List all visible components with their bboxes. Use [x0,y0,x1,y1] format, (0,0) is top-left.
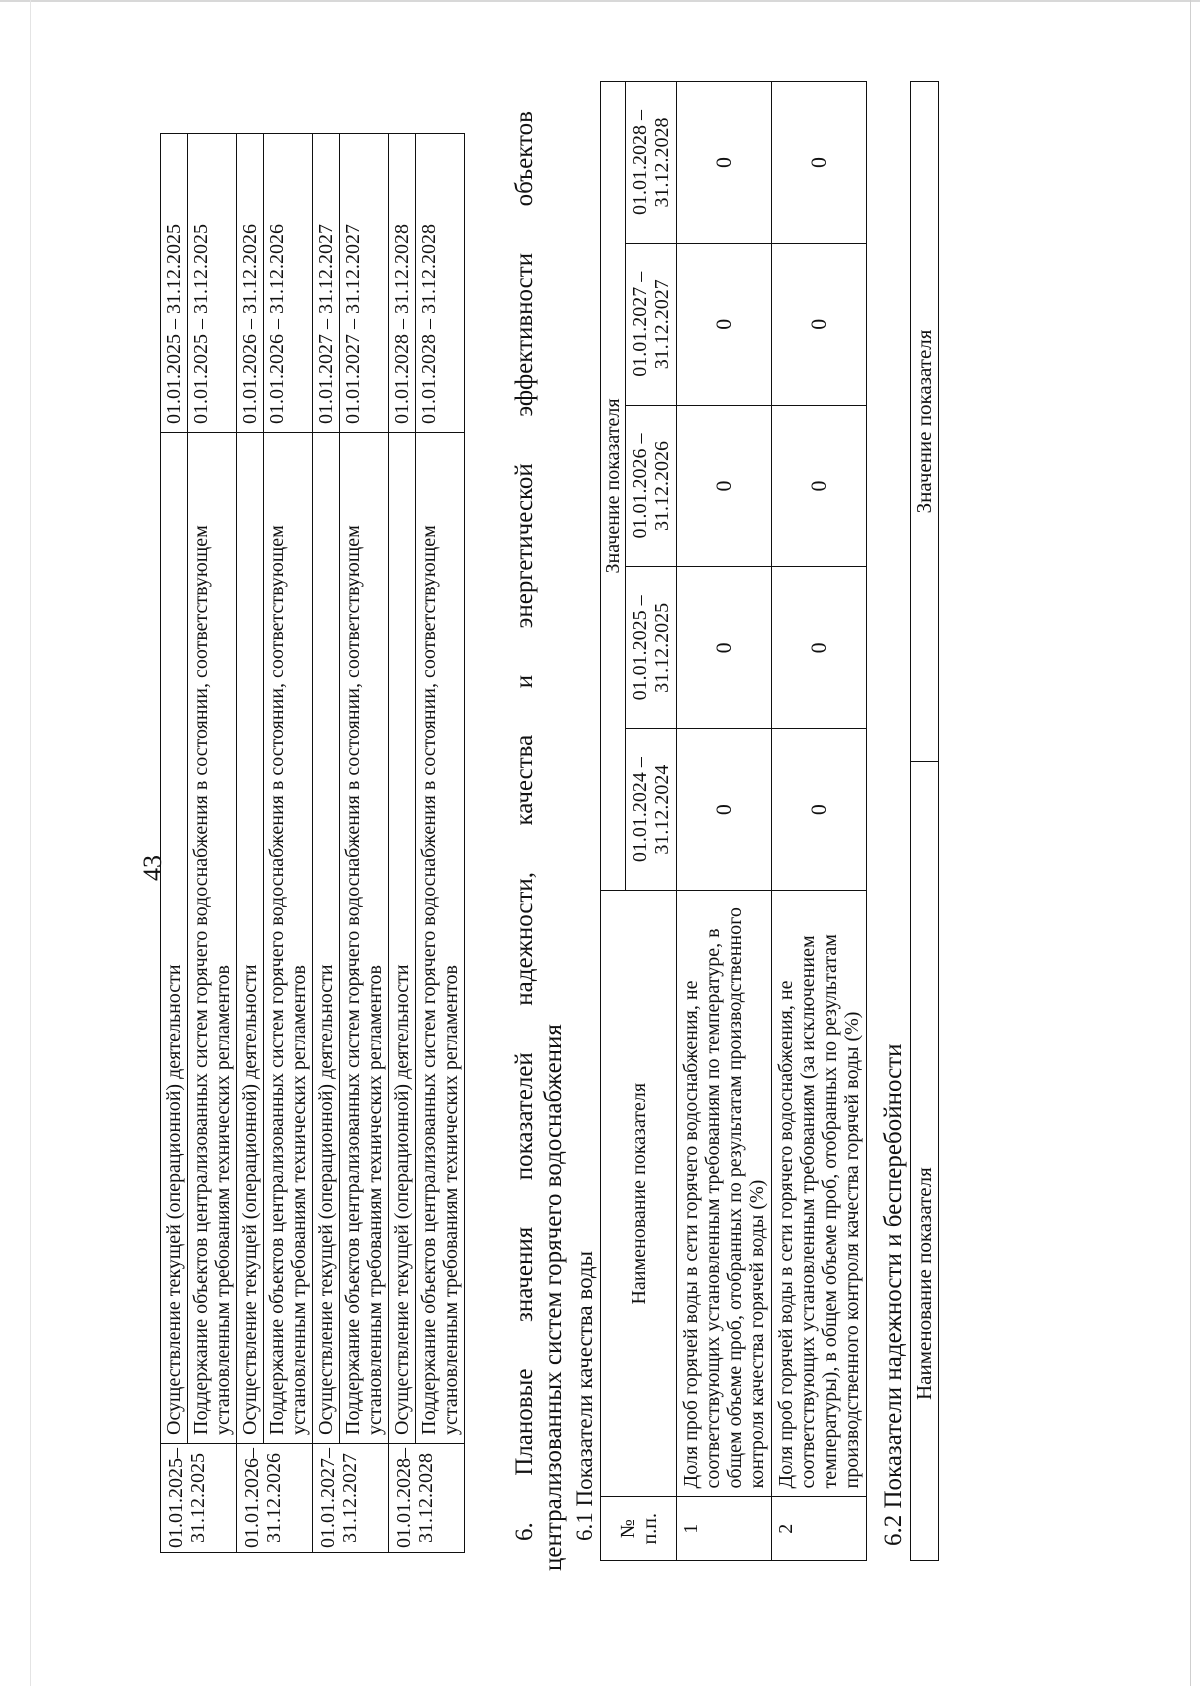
page-number: 43 [138,855,167,881]
reliability-header-row [911,82,939,1561]
work-row [313,134,340,1553]
work-row [188,134,237,1553]
indicator-value: 0 [677,729,772,891]
header-value-group: Значение показателя [911,82,939,762]
period-cell: 01.01.2025– 31.12.2025 [161,1444,237,1553]
heading-word: Плановые [511,1368,538,1476]
date-range: 01.01.2027 – 31.12.2027 [340,134,389,433]
period-header: 01.01.2026 – 31.12.2026 [626,405,677,567]
period-header: 01.01.2027 – 31.12.2027 [626,243,677,405]
date-range: 01.01.2025 – 31.12.2025 [188,134,237,433]
indicator-name: Доля проб горячей воды в сети горячего водоснабжения, не соответствующих установленным требованиям по температуре, в общем объеме проб, отобранных по результатам производственного контроля качества горячей воды (%) [677,890,772,1496]
header-value-group: Значение показателя [601,82,626,891]
work-description: Поддержание объектов централизованных систем горячего водоснабжения в состоянии, соответствующем установленным требованиям технических регламентов [188,433,237,1444]
row-number: 2 [772,1497,867,1561]
date-range: 01.01.2028 – 31.12.2028 [416,134,465,433]
row-number: 1 [677,1497,772,1561]
date-range: 01.01.2026 – 31.12.2026 [264,134,313,433]
indicator-value: 0 [677,82,772,244]
header-indicator-name: Наименование показателя [601,890,677,1496]
indicator-value: 0 [677,405,772,567]
work-description: Осуществление текущей (операционной) деятельности [313,433,340,1444]
period-cell: 01.01.2026– 31.12.2026 [237,1444,313,1553]
heading-word: показателей [511,1052,538,1181]
work-description: Осуществление текущей (операционной) деятельности [237,433,264,1444]
indicator-name: Доля проб горячей воды в сети горячего водоснабжения, не соответствующих установленным требованиям (за исключением температуры), в общем объеме проб, отобранных по результатам производственного контроля качества горячей воды (%) [772,890,867,1496]
work-row [161,134,188,1553]
heading-word: и [511,674,538,689]
date-range: 01.01.2026 – 31.12.2026 [237,134,264,433]
indicator-value: 0 [772,82,867,244]
period-cell: 01.01.2027– 31.12.2027 [313,1444,389,1553]
indicator-value: 0 [677,243,772,405]
header-num: № п.п. [601,1497,677,1561]
reliability-table [910,81,939,1561]
period-header: 01.01.2024 – 31.12.2024 [626,729,677,891]
period-cell: 01.01.2028– 31.12.2028 [389,1444,465,1553]
heading-word: качества [511,734,538,826]
work-description: Поддержание объектов централизованных систем горячего водоснабжения в состоянии, соответствующем установленным требованиям технических регламентов [264,433,313,1444]
period-header: 01.01.2028 – 31.12.2028 [626,82,677,244]
period-header: 01.01.2025 – 31.12.2025 [626,567,677,729]
date-range: 01.01.2028 – 31.12.2028 [389,134,416,433]
work-row [389,134,416,1553]
work-schedule-table [160,133,465,1553]
heading-word: объектов [511,111,538,207]
work-description: Поддержание объектов централизованных систем горячего водоснабжения в состоянии, соответствующем установленным требованиям технических регламентов [340,433,389,1444]
section-6-heading-line-2: централизованных систем горячего водоснабжения [540,1024,567,1571]
section-6-heading [510,111,568,1571]
indicator-value: 0 [772,405,867,567]
date-range: 01.01.2025 – 31.12.2025 [161,134,188,433]
heading-word: 6. [511,1522,538,1541]
heading-word: энергетической [511,463,538,629]
quality-row [772,82,867,1561]
indicator-value: 0 [772,567,867,729]
work-row [340,134,389,1553]
quality-subtitle: 6.1 Показатели качества воды [572,1250,597,1541]
heading-word: значения [511,1226,538,1323]
quality-table [600,81,867,1561]
work-row [416,134,465,1553]
heading-word: эффективности [511,252,538,417]
work-description: Осуществление текущей (операционной) деятельности [389,433,416,1444]
indicator-value: 0 [772,243,867,405]
date-range: 01.01.2027 – 31.12.2027 [313,134,340,433]
work-row [264,134,313,1553]
quality-row [677,82,772,1561]
work-description: Осуществление текущей (операционной) деятельности [161,433,188,1444]
heading-word: надежности, [511,872,538,1006]
indicator-value: 0 [677,567,772,729]
header-indicator-name: Наименование показателя [911,762,939,1561]
indicator-value: 0 [772,729,867,891]
section-6-heading-line-1 [510,111,539,1571]
reliability-subtitle: 6.2 Показатели надежности и бесперебойности [880,1043,907,1546]
work-row [237,134,264,1553]
work-description: Поддержание объектов централизованных систем горячего водоснабжения в состоянии, соответствующем установленным требованиям технических регламентов [416,433,465,1444]
quality-header-row [601,82,626,1561]
